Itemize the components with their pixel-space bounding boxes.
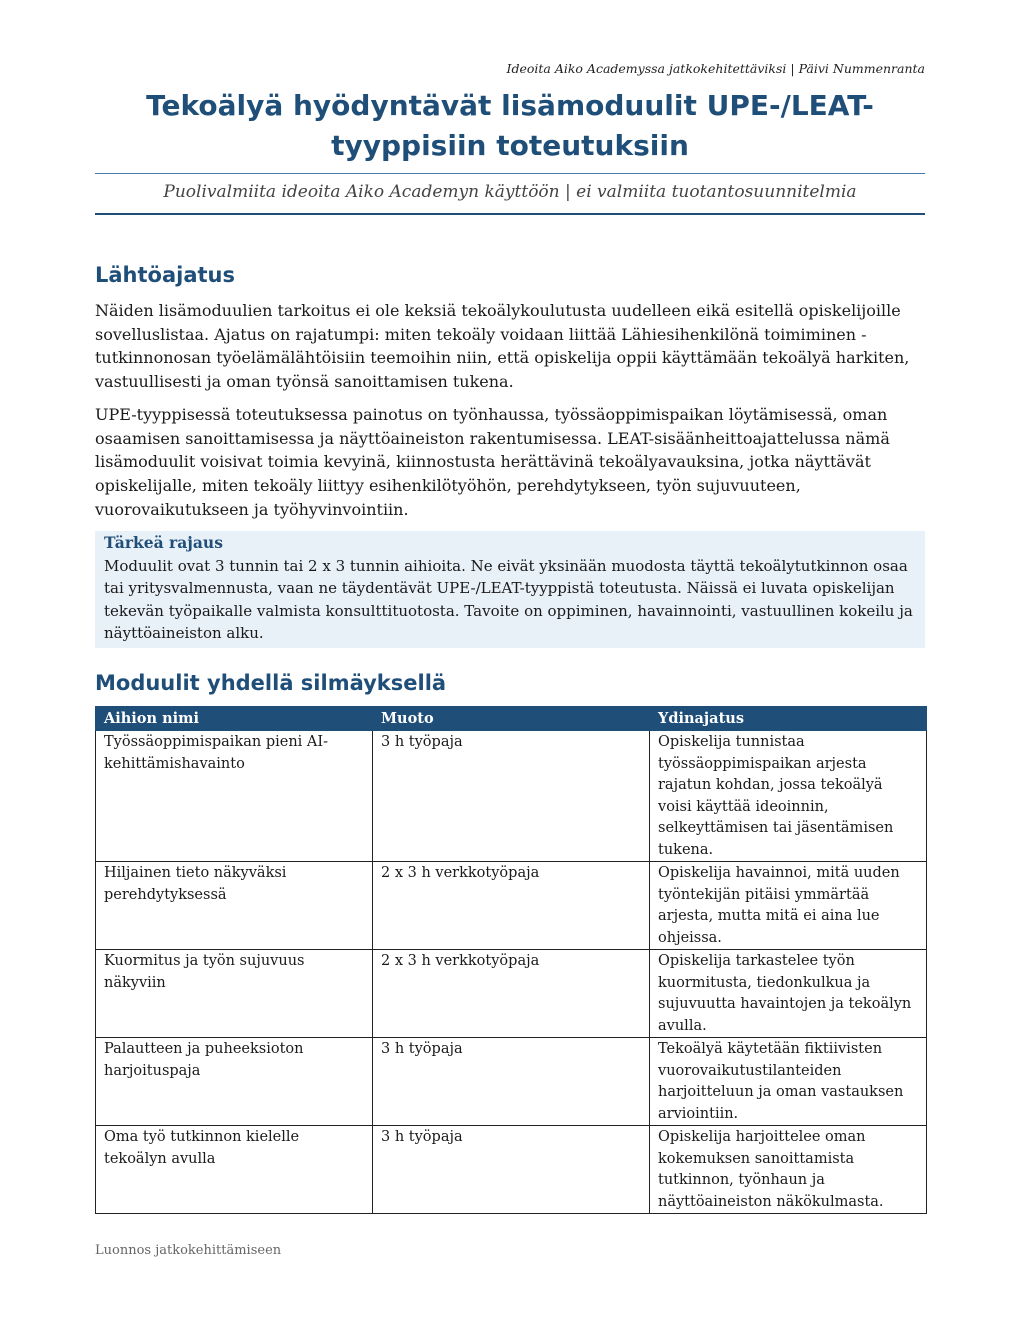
cell-module-format: 2 x 3 h verkkotyöpaja (373, 950, 650, 1038)
table-header-row (96, 707, 927, 731)
document-subtitle: Puolivalmiita ideoita Aiko Academyn käyttöön | ei valmiita tuotantosuunnitelmia (163, 182, 857, 202)
table-row (96, 1126, 927, 1214)
paragraph-1: Näiden lisämoduulien tarkoitus ei ole keksiä tekoälykoulutusta uudelleen eikä esitellä opiskelijoille sovelluslistaa. Ajatus on rajatumpi: miten tekoäly voidaan liittää Lähiesihenkilönä toimiminen -tutkinnonosan työelämälähtöisiin teemoihin niin, että opiskelija oppii käyttämään tekoälyä harkiten, vastuullisesti ja oman työnsä sanoittamisen tukena. (95, 301, 910, 392)
cell-module-format: 3 h työpaja (373, 731, 650, 862)
running-header: Ideoita Aiko Academyssa jatkokehitettäviksi | Päivi Nummenranta (506, 61, 925, 76)
table-row (96, 1038, 927, 1126)
table-row (96, 862, 927, 950)
document-title: Tekoälyä hyödyntävät lisämoduulit UPE-/LEAT-tyyppisiin toteutuksiin (146, 89, 874, 162)
cell-module-format: 2 x 3 h verkkotyöpaja (373, 862, 650, 950)
callout-title: Tärkeä rajaus (104, 533, 223, 552)
column-header-format: Muoto (373, 707, 650, 731)
cell-module-format: 3 h työpaja (373, 1038, 650, 1126)
cell-module-name: Palautteen ja puheeksioton harjoituspaja (96, 1038, 373, 1126)
paragraph-2: UPE-tyyppisessä toteutuksessa painotus on työnhaussa, työssäoppimispaikan löytämisessä, oman osaamisen sanoittamisessa ja näyttöaineiston rakentumisessa. LEAT-sisäänheittoajattelussa nämä lisämoduulit voisivat toimia kevyinä, kiinnostusta herättävinä tekoälyavauksina, jotka näyttävät opiskelijalle, miten tekoäly liittyy esihenkilötyöhön, perehdytykseen, työn sujuvuuteen, vuorovaikutukseen ja työhyvinvointiin. (95, 405, 890, 519)
column-header-name: Aihion nimi (96, 707, 373, 731)
table-row (96, 950, 927, 1038)
cell-module-name: Oma työ tutkinnon kielelle tekoälyn avulla (96, 1126, 373, 1214)
column-header-idea: Ydinajatus (650, 707, 927, 731)
table-row (96, 731, 927, 862)
cell-module-format: 3 h työpaja (373, 1126, 650, 1214)
cell-module-idea: Tekoälyä käytetään fiktiivisten vuorovaikutustilanteiden harjoitteluun ja oman vastauksen arviointiin. (650, 1038, 927, 1126)
cell-module-idea: Opiskelija tarkastelee työn kuormitusta, tiedonkulkua ja sujuvuutta havaintojen ja tekoälyn avulla. (650, 950, 927, 1038)
cell-module-name: Työssäoppimispaikan pieni AI-kehittämishavainto (96, 731, 373, 862)
cell-module-idea: Opiskelija tunnistaa työssäoppimispaikan arjesta rajatun kohdan, jossa tekoälyä voisi käyttää ideoinnin, selkeyttämisen tai jäsentämisen tukena. (650, 731, 927, 862)
title-rule-top (95, 173, 925, 174)
cell-module-idea: Opiskelija harjoittelee oman kokemuksen sanoittamista tutkinnon, työnhaun ja näyttöaineiston näkökulmasta. (650, 1126, 927, 1214)
callout-box (95, 531, 925, 648)
cell-module-name: Hiljainen tieto näkyväksi perehdytyksessä (96, 862, 373, 950)
cell-module-idea: Opiskelija havainnoi, mitä uuden työntekijän pitäisi ymmärtää arjesta, mutta mitä ei aina lue ohjeissa. (650, 862, 927, 950)
cell-module-name: Kuormitus ja työn sujuvuus näkyviin (96, 950, 373, 1038)
title-rule-bottom (95, 213, 925, 215)
page-footer: Luonnos jatkokehittämiseen (95, 1243, 282, 1258)
section-heading-moduulit: Moduulit yhdellä silmäyksellä (95, 671, 447, 695)
modules-table (95, 706, 927, 1214)
callout-text: Moduulit ovat 3 tunnin tai 2 x 3 tunnin aihioita. Ne eivät yksinään muodosta täyttä tekoälytutkinnon osaa tai yritysvalmennusta, vaan ne täydentävät UPE-/LEAT-tyyppistä toteutusta. Näissä ei luvata opiskelijan tekevän työpaikalle valmista konsulttituotosta. Tavoite on oppiminen, havainnointi, vastuullinen kokeilu ja näyttöaineiston alku. (104, 557, 913, 642)
section-heading-lahtoajatus: Lähtöajatus (95, 263, 235, 287)
